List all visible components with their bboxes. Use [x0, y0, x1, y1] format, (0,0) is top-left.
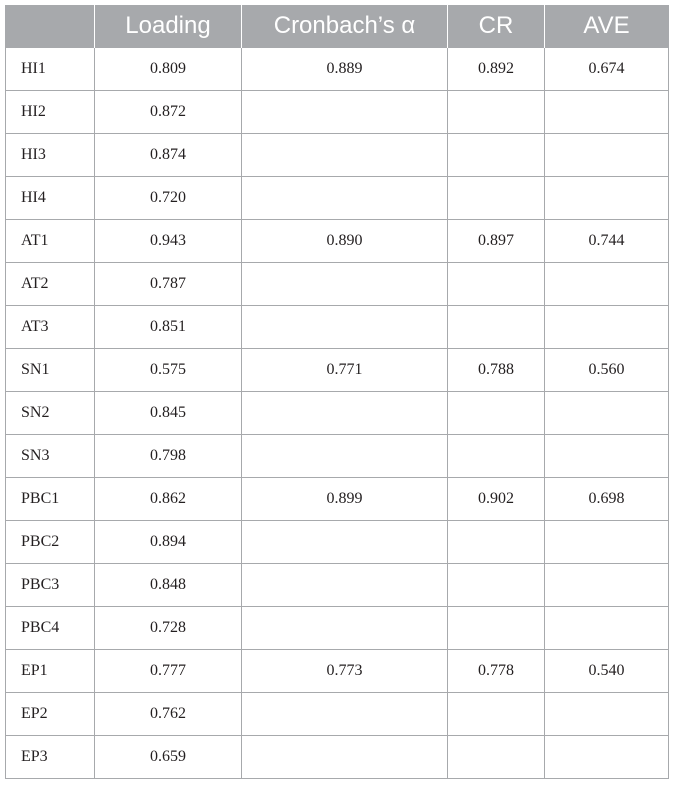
loading-cell: 0.762	[95, 693, 242, 736]
table-row	[6, 435, 669, 478]
ave-cell	[545, 521, 669, 564]
cr-cell	[448, 263, 545, 306]
item-cell: PBC1	[6, 478, 95, 521]
table-row	[6, 736, 669, 779]
ave-cell	[545, 177, 669, 220]
loading-cell: 0.659	[95, 736, 242, 779]
cronbach-alpha-cell	[242, 607, 448, 650]
cr-cell	[448, 306, 545, 349]
cronbach-alpha-cell: 0.773	[242, 650, 448, 693]
loading-cell: 0.943	[95, 220, 242, 263]
loading-cell: 0.575	[95, 349, 242, 392]
table-row	[6, 607, 669, 650]
cr-cell: 0.788	[448, 349, 545, 392]
cronbach-alpha-cell	[242, 177, 448, 220]
cr-cell	[448, 435, 545, 478]
table-row	[6, 220, 669, 263]
ave-cell: 0.698	[545, 478, 669, 521]
ave-cell	[545, 134, 669, 177]
cr-cell	[448, 392, 545, 435]
cronbach-alpha-cell	[242, 263, 448, 306]
cronbach-alpha-cell	[242, 736, 448, 779]
cr-cell	[448, 607, 545, 650]
cr-cell	[448, 736, 545, 779]
item-cell: SN1	[6, 349, 95, 392]
reliability-table	[5, 5, 669, 779]
item-cell: HI2	[6, 91, 95, 134]
loading-cell: 0.787	[95, 263, 242, 306]
table-row	[6, 263, 669, 306]
cr-cell: 0.778	[448, 650, 545, 693]
loading-cell: 0.872	[95, 91, 242, 134]
item-cell: EP3	[6, 736, 95, 779]
cr-cell	[448, 521, 545, 564]
ave-cell	[545, 693, 669, 736]
cronbach-alpha-cell	[242, 693, 448, 736]
cronbach-alpha-cell: 0.890	[242, 220, 448, 263]
table-row	[6, 521, 669, 564]
ave-cell	[545, 91, 669, 134]
loading-cell: 0.809	[95, 48, 242, 91]
cr-cell	[448, 564, 545, 607]
item-cell: SN2	[6, 392, 95, 435]
loading-cell: 0.894	[95, 521, 242, 564]
cr-cell	[448, 693, 545, 736]
loading-cell: 0.848	[95, 564, 242, 607]
table-row	[6, 134, 669, 177]
item-cell: EP1	[6, 650, 95, 693]
header-row	[6, 5, 669, 48]
cronbach-alpha-cell: 0.889	[242, 48, 448, 91]
item-cell: SN3	[6, 435, 95, 478]
loading-cell: 0.874	[95, 134, 242, 177]
item-cell: PBC4	[6, 607, 95, 650]
cronbach-alpha-cell	[242, 392, 448, 435]
header-cronbach-alpha: Cronbach’s α	[242, 5, 448, 48]
cronbach-alpha-cell	[242, 521, 448, 564]
header-item	[6, 5, 95, 48]
item-cell: AT3	[6, 306, 95, 349]
loading-cell: 0.862	[95, 478, 242, 521]
table-row	[6, 48, 669, 91]
ave-cell	[545, 607, 669, 650]
cr-cell: 0.892	[448, 48, 545, 91]
ave-cell	[545, 564, 669, 607]
item-cell: EP2	[6, 693, 95, 736]
cronbach-alpha-cell	[242, 306, 448, 349]
loading-cell: 0.728	[95, 607, 242, 650]
cr-cell	[448, 177, 545, 220]
table-row	[6, 177, 669, 220]
ave-cell: 0.674	[545, 48, 669, 91]
item-cell: PBC3	[6, 564, 95, 607]
loading-cell: 0.720	[95, 177, 242, 220]
item-cell: AT2	[6, 263, 95, 306]
cronbach-alpha-cell	[242, 564, 448, 607]
loading-cell: 0.851	[95, 306, 242, 349]
ave-cell: 0.540	[545, 650, 669, 693]
item-cell: AT1	[6, 220, 95, 263]
header-ave: AVE	[545, 5, 669, 48]
table-body	[6, 48, 669, 779]
cr-cell: 0.897	[448, 220, 545, 263]
ave-cell	[545, 736, 669, 779]
cronbach-alpha-cell	[242, 134, 448, 177]
ave-cell	[545, 263, 669, 306]
table-row	[6, 91, 669, 134]
cronbach-alpha-cell	[242, 91, 448, 134]
item-cell: HI1	[6, 48, 95, 91]
loading-cell: 0.845	[95, 392, 242, 435]
loading-cell: 0.798	[95, 435, 242, 478]
table-row	[6, 650, 669, 693]
ave-cell: 0.560	[545, 349, 669, 392]
header-loading: Loading	[95, 5, 242, 48]
header-cr: CR	[448, 5, 545, 48]
item-cell: HI4	[6, 177, 95, 220]
loading-cell: 0.777	[95, 650, 242, 693]
cr-cell	[448, 134, 545, 177]
ave-cell	[545, 306, 669, 349]
ave-cell	[545, 392, 669, 435]
table-row	[6, 478, 669, 521]
cr-cell	[448, 91, 545, 134]
cronbach-alpha-cell: 0.771	[242, 349, 448, 392]
item-cell: HI3	[6, 134, 95, 177]
table-row	[6, 693, 669, 736]
cr-cell: 0.902	[448, 478, 545, 521]
ave-cell: 0.744	[545, 220, 669, 263]
table-row	[6, 306, 669, 349]
ave-cell	[545, 435, 669, 478]
cronbach-alpha-cell	[242, 435, 448, 478]
cronbach-alpha-cell: 0.899	[242, 478, 448, 521]
table-row	[6, 392, 669, 435]
item-cell: PBC2	[6, 521, 95, 564]
table-row	[6, 349, 669, 392]
table-row	[6, 564, 669, 607]
